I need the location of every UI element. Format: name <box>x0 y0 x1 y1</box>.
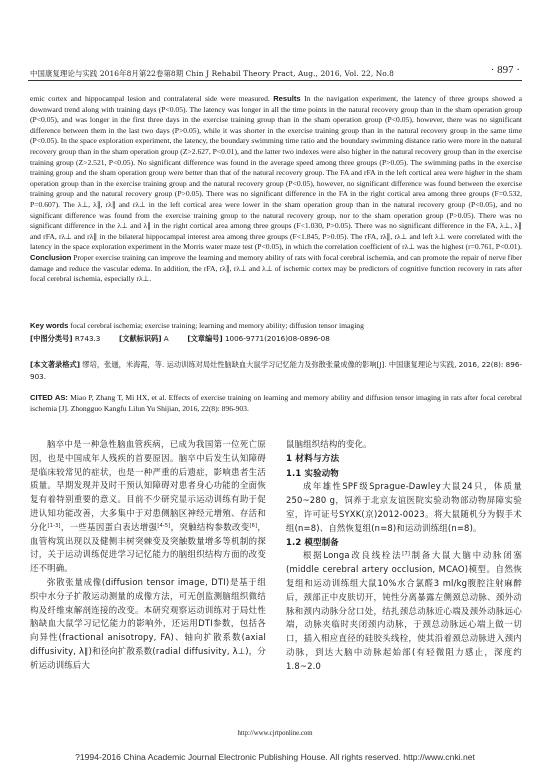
reference-marker: [4-5] <box>157 522 171 529</box>
clc-value: R743.3 <box>74 334 101 343</box>
citation-english-label: CITED AS: <box>30 393 68 402</box>
abstract-methods-end: emic cortex and hippocampal lesion and contralateral side were measured. <box>30 94 274 103</box>
keywords-label: Key words <box>30 321 69 330</box>
animals-paragraph: 成年雄性SPF级Sprague-Dawley大鼠24只，体质量250~280 g，饲养于北京友谊医院实验动物部动物屏障实验室，许可证号SYXK(京)2012-0023。将大鼠随机分为假手术组(n=8)、自然恢复组(n=8)和运动训练组(n=8)。 <box>286 481 522 533</box>
section-heading-methods: 1 材料与方法 <box>286 453 340 464</box>
intro-paragraph-2: 弥散张量成像(diffusion tensor image, DTI)是基于组织中水分子扩散运动测量的成像方法，可无创监测脑组织微结构及纤维束解剖连接的改变。本研究观察运动训练对于局灶性脑缺血大鼠学习记忆能力的影响外，还运用DTI参数，包括各向异性(fractional anisotropy, FA)、轴向扩散系数(axial diffusivity, λ∥)和径向扩散系数(radial diffusivity, λ⊥)，分析运动训练后大 <box>30 576 266 670</box>
citation-chinese <box>30 359 522 383</box>
article-number-value: 1006-9771(2016)08-0896-08 <box>224 334 330 343</box>
page-header <box>28 62 522 81</box>
reference-marker: [7] <box>402 551 410 558</box>
classification-row <box>30 333 522 345</box>
body-column-right <box>286 438 522 674</box>
intro-paragraph-end: 鼠脑组织结构的变化。 <box>286 439 372 449</box>
article-meta <box>30 333 522 345</box>
citation-english <box>30 393 522 415</box>
journal-url: http://www.cjrtponline.com <box>237 730 313 737</box>
model-paragraph: 根据Longa改良线栓法[7]制备大鼠大脑中动脉闭塞(middle cerebral artery occlusion, MCAO)模型。自然恢复组和运动训练组大鼠10%水合氯醛3 ml/kg腹腔注射麻醉后，颈部正中皮肤切开，钝性分离暴露左侧颈总动脉、颈外动脉和颈内动脉分岔口处，结扎颈总动脉近心端及颈外动脉远心端，动脉夹临时夹闭颈内动脉，于颈总动脉远心端上做一切口，插入相应直径的硅胶头线栓，使其沿着颈总动脉进入颈内动脉，到达大脑中动脉起始部(有轻微阻力感止，深度约1.8~2.0 <box>286 550 522 671</box>
journal-info: 中国康复理论与实践 2016年8月第22卷第8期 Chin J Rehabil Theory Pract, Aug., 2016, Vol. 22, No.8 <box>30 69 394 78</box>
conclusion-label: Conclusion <box>30 252 72 262</box>
subsection-heading-model: 1.2 模型制备 <box>286 536 339 547</box>
article-number-label: [文章编号] <box>187 334 223 343</box>
keywords <box>30 320 522 331</box>
subsection-heading-animals: 1.1 实验动物 <box>286 467 339 478</box>
doc-code-value: A <box>163 334 169 343</box>
english-abstract <box>30 94 522 285</box>
citation-english-text: Miao P, Zhang T, Mi HX, et al. Effects of exercise training on learning and memory ability and diffusion tensor imaging in rats after focal cerebral ischemia [J]. Zhongguo Kangfu Lilun Yu Shijian, 2016, 22(8): 896-903. <box>30 393 522 413</box>
abstract-conclusion: Proper exercise training can improve the learning and memory ability of rats with focal cerebral ischemia, and can promote the repair of nerve fiber damage and reduce the vascular edema. In addition, the rFA, rλ∥, rλ⊥ and λ⊥ of ischemic cortex may be predictors of cognitive function recovery in rats after focal cerebral ischemia, especially rλ⊥. <box>30 252 522 284</box>
page-number: · 897 · <box>490 64 520 76</box>
clc-label: [中图分类号] <box>30 334 73 343</box>
results-label: Results <box>273 94 301 103</box>
citation-chinese-text: 缪培，张逦，米海霞，等. 运动训练对局灶性脑缺血大鼠学习记忆能力及弥散张量成像的影响[J]. 中国康复理论与实践, 2016, 22(8): 896-903. <box>30 360 522 381</box>
keywords-text: focal cerebral ischemia; exercise training; learning and memory ability; diffusion tensor imaging <box>68 321 364 330</box>
abstract-paragraph <box>30 94 522 285</box>
abstract-results: In the navigation experiment, the latency of three groups showed a downward trend along with training days (P<0.05). The latency was longer in all the time points in the natural recovery group than in the sham operation group (P<0.05), and was longer in the first three days in the exercise training group than in the sham operation group (P<0.05), however, there was no significant difference between them in the last two days (P>0.05), while it was shorter in the exercise training group than in the natural recovery group in the same time (P<0.05). In the space exploration experiment, the latency, the boundary swimming time ratio and the boundary swimming distance ratio were more in the natural recovery group than in the sham operation group (Z>2.627, P<0.01), and the latter two indexes were also higher in the natural recovery group than in the exercise training group (Z>2.521, P<0.05). No significant difference was found in the average speed among three groups (P>0.05). The swimming paths in the exercise training group and the sham operation group were better than that of the natural recovery group. The FA and rFA in the left cortical area were higher in the sham operation group than in the exercise training group and the natural recovery group (P<0.05), however, no significant difference was found between the exercise training group and the natural recovery group (P>0.05). There was no significant difference in the FA in the right cortical area among three groups (F=0.532, P=0.607). The λ⊥, λ∥, rλ∥ and rλ⊥ in the left cortical area were lower in the sham operation group than in the natural recovery group (P<0.05), and no significant difference was found from the exercise training group to the natural recovery group, nor to the sham operation group (P>0.05). There was no significant difference in the λ⊥ and λ∥ in the right cortical area among three groups (F<1.030, P>0.05). There was no significant difference in the FA, λ⊥, λ∥ and rFA, rλ⊥ and rλ∥ in the bilateral hippocampal interest area among three groups (F<1.845, P>0.05). The rFA, rλ∥, rλ⊥ and left λ⊥ were correlated with the latency in the space exploration experiment in the Morris water maze test (P<0.05), in which the correlation coefficient of rλ⊥ was the highest (r=0.761, P<0.01). <box>30 94 522 252</box>
citation-chinese-label: [本文著录格式] <box>30 360 81 369</box>
reference-marker: [1-3] <box>47 522 61 529</box>
intro-paragraph-1: 脑卒中是一种急性脑血管疾病，已成为我国第一位死亡原因，也是中国成年人残疾的首要原因。脑卒中后发生认知障碍是临床较常见的症状，也是一种严重的后遗症，影响患者生活质量。早期发现并及时干预认知障碍对患者身心功能的全面恢复有着特别重要的意义。目前不少研究显示运动训练有助于促进认知功能改善，大多集中于对患侧脑区神经元增殖、存活和分化[1-3]，一些基因蛋白表达增强[4-5]，突触结构参数改变[6]，血管构筑出现以及健侧丰树突棘变及突触数量增多等机制的探讨，关于运动训练促进学习记忆能力的脑组织结构方面的改变还不明确。 <box>30 439 266 574</box>
reference-marker: [6] <box>249 522 258 529</box>
body-column-left <box>30 438 266 673</box>
copyright-line: ?1994-2016 China Academic Journal Electronic Publishing House. All rights reserved. http://www.cnki.net <box>75 752 475 762</box>
doc-code-label: [文献标识码] <box>118 334 162 343</box>
